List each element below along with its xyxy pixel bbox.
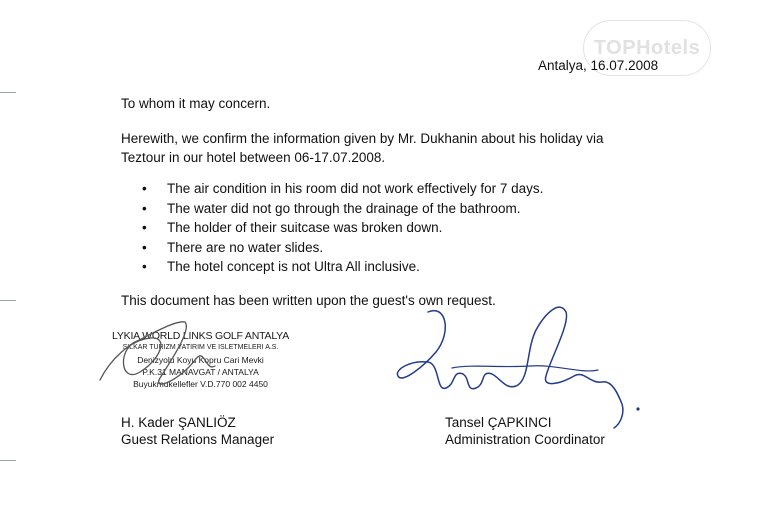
stamp-line: SILKAR TURIZM YATIRIM VE ISLETMELERI A.S. [122, 344, 279, 351]
salutation: To whom it may concern. [121, 96, 271, 111]
left-signatory-title: Guest Relations Manager [121, 432, 275, 447]
intro-line-1: Herewith, we confirm the information given by Mr. Dukhanin about his holiday via [121, 131, 604, 146]
stamp-line: Buyukmukellefler V.D.770 002 4450 [133, 379, 268, 389]
list-item: • The hotel concept is not Ultra All inclusive. [142, 257, 543, 277]
left-signature [100, 322, 215, 384]
list-item: • There are no water slides. [142, 238, 543, 258]
stamp-line: LYKIA WORLD LINKS GOLF ANTALYA [111, 330, 290, 342]
right-signature [452, 366, 598, 371]
closing-statement: This document has been written upon the guest's own request. [121, 293, 496, 308]
left-signatory-name: H. Kader ŞANLIÖZ [121, 415, 236, 430]
watermark-logo: TOPHotels [583, 20, 711, 76]
right-signature [636, 407, 639, 410]
list-item: • The holder of their suitcase was broken down. [142, 218, 543, 238]
stamp-line: P.K.31 MANAVGAT / ANTALYA [142, 367, 259, 377]
intro-line-2: Teztour in our hotel between 06-17.07.2008. [121, 150, 386, 165]
list-item: • The water did not go through the drainage of the bathroom. [142, 199, 543, 219]
right-signatory-title: Administration Coordinator [445, 432, 605, 447]
list-item: • The air condition in his room did not work effectively for 7 days. [142, 179, 543, 199]
letter-date: Antalya, 16.07.2008 [538, 58, 659, 73]
stamp-line: Denizyolu Koyu Kopru Cari Mevki [137, 355, 264, 365]
right-signatory-name: Tansel ÇAPKINCI [445, 415, 552, 430]
right-signature [397, 307, 623, 428]
